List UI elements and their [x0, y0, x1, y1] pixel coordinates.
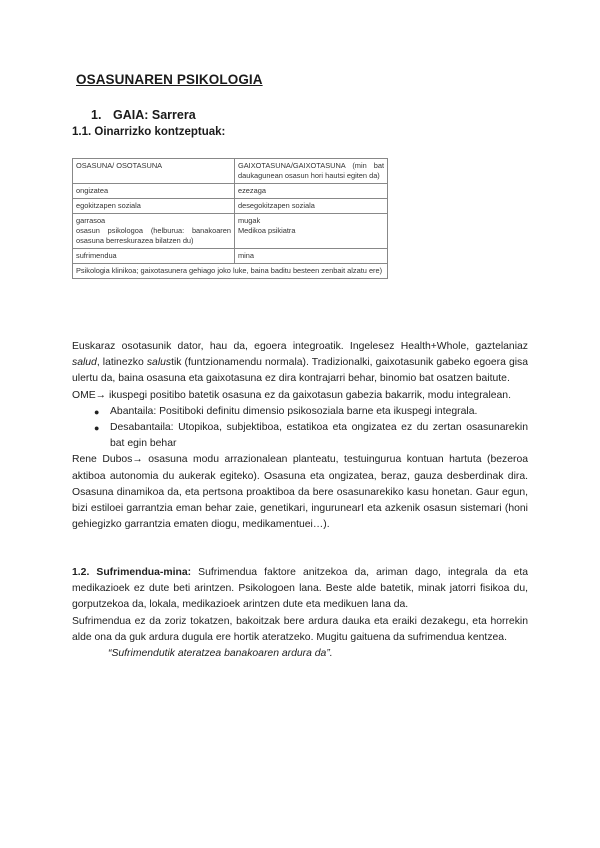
table-row [73, 183, 388, 198]
concepts-table [72, 158, 388, 279]
text-span: salus [146, 357, 172, 369]
text-span: tik (funtzionamendu normala). Tradizionalki, gaixotasunik gabeko egoera gisa ulertu da, baina osasuna eta gaixotasuna ez dira kontrajarri behar, binomio bat osatzen baitute. [72, 357, 529, 385]
table-row [73, 213, 388, 248]
text-span: Sufrimendua faktore anitzekoa da, ariman dago, integrala da eta medikazioek ez dute beti arintzen. Psikologoen lana. Beste alde batetik, minak jatorri fisikoa du, gorputzekoa da, lokala, medikazioek arintzen dute eta medikuen lana da. [72, 567, 528, 611]
table-cell: ongizatea [73, 183, 235, 198]
text-span: Euskaraz osotasunik dator, hau da, egoera integroatik. Ingelesez Health+Whole, gaztelaniaz [72, 341, 528, 352]
cell-line: osasun psikologoa (helburua: banakoaren osasuna berreskurazea bilatzen du) [76, 225, 231, 245]
list-item [72, 420, 528, 452]
paragraph: OME→ ikuspegi positibo batetik osasuna ez da gaixotasun gabezia bakarrik, modu integralean. [72, 389, 511, 401]
table-row [73, 263, 388, 278]
paragraph [72, 565, 528, 614]
paragraph [72, 339, 528, 388]
cell-line: mugak [238, 215, 261, 225]
table-cell: egokitzapen soziala [73, 198, 235, 213]
table-cell: mina [235, 248, 388, 263]
subsection-heading-kontzeptuak: 1.1. Oinarrizko kontzeptuak: [72, 126, 226, 138]
cell-line: Medikoa psikiatra [238, 225, 296, 235]
document-title: OSASUNAREN PSIKOLOGIA [76, 72, 263, 87]
subsection-heading-sufrimendua: 1.2. Sufrimendua-mina: [72, 567, 192, 578]
heading-text: GAIA: Sarrera [113, 108, 196, 122]
table-cell: sufrimendua [73, 248, 235, 263]
section-sufrimendua-text [72, 565, 528, 662]
table-row [73, 198, 388, 213]
section-osasuna-text [72, 339, 528, 533]
section-heading-gaia [91, 108, 196, 122]
table-cell: OSASUNA/ OSOTASUNA [73, 159, 235, 184]
text-span: salud [72, 357, 97, 369]
table-cell: ezezaga [235, 183, 388, 198]
list-item [72, 404, 528, 420]
cell-line: garrasoa [76, 215, 106, 225]
heading-number: 1. [91, 108, 102, 122]
paragraph: Rene Dubos→ osasuna modu arrazionalean planteatu, testuingurua kontuan hartuta (bezeroa aktiboa autonomia du aukerak egiteko). Osasuna eta ongizatea, beraz, gauza desberdinak dira. Osasuna dinamikoa da, eta pertsona proaktiboa da bere osasunarekiko kasu honetan. Gaur egun, bizi estiloei garrantzia eman behar zaie, genetikari, ingurunearI eta azkenik osasun sistemari (honi gehiegizko garrantzia ematen diogu, medikamentuei…). [72, 454, 528, 531]
table-cell [73, 213, 235, 248]
bullet-icon: ● [94, 423, 100, 434]
table-cell: Psikologia klinikoa; gaixotasunera gehiago joko luke, baina baditu besteen zenbait alzatu ere) [73, 263, 388, 278]
list-item-text: Abantaila: Positiboki definitu dimensio psikosoziala barne eta ikuspegi integrala. [110, 405, 478, 417]
table-cell [235, 213, 388, 248]
bullet-list [72, 404, 528, 453]
paragraph: Sufrimendua ez da zoriz tokatzen, bakoitzak bere ardura dauka eta eraiki dezakegu, eta horrekin alde ona da guk ardura dugula ere hortik ateratzeko. Mugitu gaituena da sufrimendua kentzea. [72, 615, 528, 643]
list-item-text: Desabantaila: Utopikoa, subjektiboa, estatikoa eta ongizatea ez du zertan osasunarekin bat egin behar [110, 422, 528, 450]
table-row [73, 248, 388, 263]
bullet-icon: ● [94, 406, 100, 417]
text-span: , latinezko [96, 357, 147, 369]
table-cell: GAIXOTASUNA/GAIXOTASUNA (min bat daukagunean osasun hori hautsi egiten da) [235, 159, 388, 184]
quote: “Sufrimendutik ateratzea banakoaren ardura da”. [108, 648, 333, 660]
table-row [73, 159, 388, 184]
table-cell: desegokitzapen soziala [235, 198, 388, 213]
